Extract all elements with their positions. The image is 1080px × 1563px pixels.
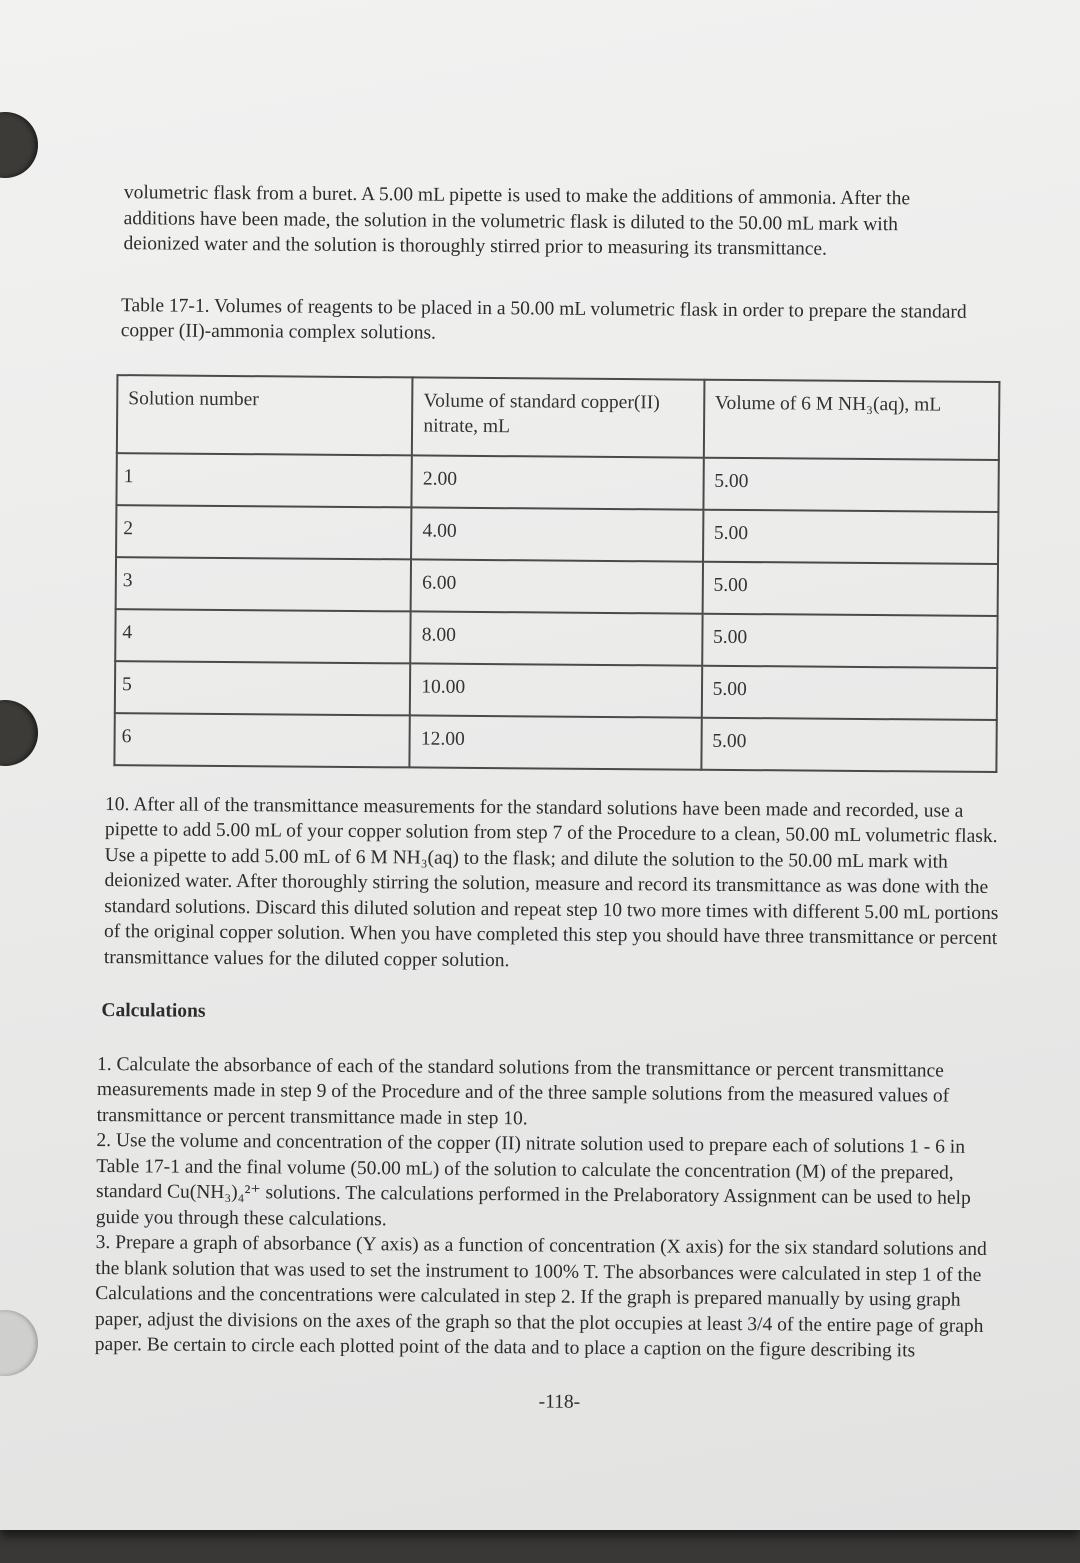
cell-copper-volume: 12.00 [410,715,702,769]
table-header-row [117,375,1000,460]
reagent-volume-table [113,374,1000,773]
cell-copper-volume: 4.00 [411,507,703,561]
cell-copper-volume: 8.00 [411,611,703,665]
intro-paragraph: volumetric flask from a buret. A 5.00 mL pipette is used to make the additions of ammonia. After the additions have been made, the solution in the volumetric flask is diluted to the 50.00 mL mark with deionized water and the solution is thoroughly stirred prior to measuring its transmittance. [123,182,911,260]
binder-hole-top [0,112,38,178]
table-row [116,505,998,564]
cell-copper-volume: 6.00 [411,559,703,613]
table-row [116,557,998,616]
cell-solution-number: 3 [116,557,412,611]
cell-solution-number: 6 [114,713,410,767]
binder-hole-bottom [0,1310,38,1376]
procedure-step-10: 10. After all of the transmittance measurements for the standard solutions have been made and recorded, use a pipette to add 5.00 mL of your copper solution from step 7 of the Procedure to a clean, 50.00 mL volumetric flask. Use a pipette to add 5.00 mL of 6 M NH₃(aq) to the flask; and dilute the solution to the 50.00 mL mark with deionized water. After thoroughly stirring the solution, measure and record its transmittance as was done with the standard solutions. Discard this diluted solution and repeat step 10 two more times with different 5.00 mL portions of the original copper solution. When you have completed this step you should have three transmittance or percent transmittance values for the diluted copper solution. [103,793,999,971]
page-number: -118- [538,1390,581,1413]
cell-copper-volume: 10.00 [410,663,702,717]
cell-copper-volume: 2.00 [412,455,704,509]
table-row [115,609,997,668]
cell-ammonia-volume: 5.00 [702,613,998,667]
cell-ammonia-volume: 5.00 [701,665,997,719]
header-copper-nitrate-volume: Volume of standard copper(II) nitrate, mL [412,377,704,457]
cell-solution-number: 2 [116,505,412,559]
table-row [115,661,997,720]
binder-hole-middle [0,700,38,766]
cell-solution-number: 4 [115,609,411,663]
cell-ammonia-volume: 5.00 [703,457,999,511]
calculation-step-2: 2. Use the volume and concentration of the copper (II) nitrate solution used to prepare each of solutions 1 - 6 in Table 17-1 and the final volume (50.00 mL) of the solution to calculate the concentration (M) of the prepared, standard Cu(NH₃)₄²⁺ solutions. The calculations performed in the Prelaboratory Assignment can be used to help guide you through these calculations. [95,1129,971,1230]
table-row [114,713,996,772]
cell-ammonia-volume: 5.00 [701,717,997,771]
cell-solution-number: 5 [115,661,411,715]
calculation-step-3: 3. Prepare a graph of absorbance (Y axis) as a function of concentration (X axis) for the six standard solutions and the blank solution that was used to set the instrument to 100% T. The absorbances were calculated in step 1 of the Calculations and the concentrations were calculated in step 2. If the graph is prepared manually by using graph paper, adjust the divisions on the axes of the graph so that the plot occupies at least 3/4 of the entire page of graph paper. Be certain to circle each plotted point of the data and to place a caption on the figure describing its [94,1231,987,1362]
cell-ammonia-volume: 5.00 [703,509,999,563]
header-solution-number: Solution number [117,375,413,455]
page-content [94,180,1014,1418]
calculation-step-1: 1. Calculate the absorbance of each of the standard solutions from the transmittance or percent transmittance measurements made in step 9 of the Procedure and of the three sample solutions from the measured values of transmittance or percent transmittance made in step 10. [96,1053,950,1129]
header-ammonia-volume: Volume of 6 M NH₃(aq), mL [703,379,999,459]
table-caption: Table 17-1. Volumes of reagents to be placed in a 50.00 mL volumetric flask in order to prepare the standard copper (II)-ammonia complex solutions. [120,294,967,344]
calculations-list [95,1051,1013,1364]
table-row [116,453,998,512]
cell-solution-number: 1 [116,453,412,507]
cell-ammonia-volume: 5.00 [702,561,998,615]
calculations-heading: Calculations [101,1000,206,1022]
